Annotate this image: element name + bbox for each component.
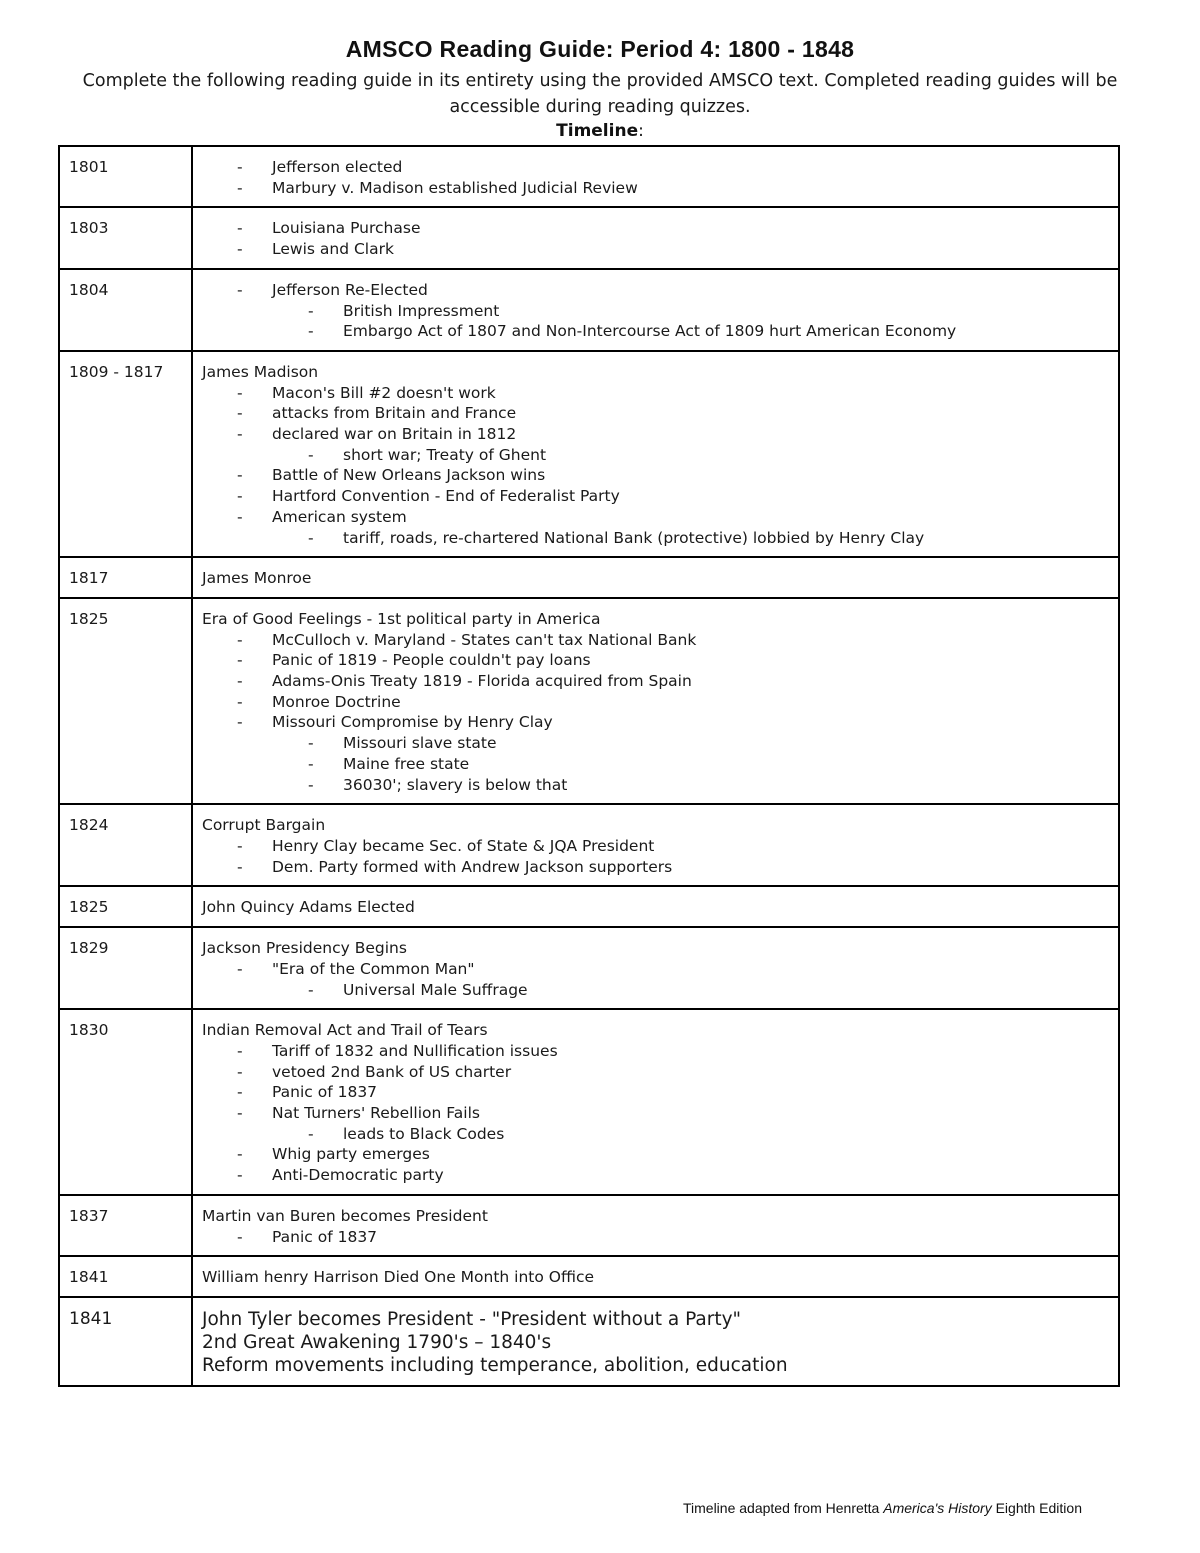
timeline-events-cell [192, 207, 1119, 268]
bullet-item [202, 959, 1110, 980]
bullet-text: 36030'; slavery is below that [343, 775, 568, 794]
timeline-year-cell: 1803 [59, 207, 192, 268]
event-heading: Era of Good Feelings - 1st political party in America [202, 609, 601, 628]
event-line: 2nd Great Awakening 1790's – 1840's [202, 1331, 552, 1353]
bullet-dash: - [308, 775, 314, 794]
timeline-year-cell: 1825 [59, 886, 192, 927]
timeline-events-cell [192, 1256, 1119, 1297]
bullet-text: Embargo Act of 1807 and Non-Intercourse Act of 1809 hurt American Economy [343, 322, 957, 341]
bullet-item [202, 424, 1110, 445]
timeline-row [59, 1009, 1119, 1195]
timeline-year-cell: 1841 [59, 1256, 192, 1297]
sub-bullet-item [202, 733, 1110, 754]
timeline-row [59, 804, 1119, 886]
bullet-text: American system [272, 507, 407, 526]
bullet-item [202, 630, 1110, 651]
bullet-item [202, 692, 1110, 713]
bullet-dash: - [237, 1227, 243, 1246]
bullet-dash: - [237, 1062, 243, 1081]
bullet-item [202, 1062, 1110, 1083]
timeline-year-cell: 1817 [59, 557, 192, 598]
event-line: Reform movements including temperance, abolition, education [202, 1354, 788, 1376]
timeline-year-cell: 1801 [59, 146, 192, 207]
bullet-text: Macon's Bill #2 doesn't work [272, 383, 496, 402]
event-heading: James Monroe [202, 569, 312, 588]
bullet-text: Anti-Democratic party [272, 1166, 444, 1185]
bullet-dash: - [308, 980, 314, 999]
bullet-item [202, 507, 1110, 528]
sub-bullet-item [202, 980, 1110, 1001]
bullet-text: Battle of New Orleans Jackson wins [272, 466, 546, 485]
bullet-dash: - [308, 301, 314, 320]
bullet-item [202, 712, 1110, 733]
bullet-text: Nat Turners' Rebellion Fails [272, 1104, 480, 1123]
event-heading: Jackson Presidency Begins [202, 939, 407, 958]
timeline-events-cell [192, 927, 1119, 1009]
bullet-item [202, 1041, 1110, 1062]
event-heading: James Madison [202, 362, 319, 381]
timeline-label: Timeline [556, 121, 639, 141]
bullet-dash: - [237, 651, 243, 670]
timeline-year-cell: 1830 [59, 1009, 192, 1195]
bullet-dash: - [237, 672, 243, 691]
bullet-item [202, 157, 1110, 178]
bullet-dash: - [237, 713, 243, 732]
bullet-text: attacks from Britain and France [272, 404, 517, 423]
bullet-text: Adams-Onis Treaty 1819 - Florida acquired from Spain [272, 672, 692, 691]
timeline-heading [0, 119, 1200, 143]
sub-bullet-item [202, 754, 1110, 775]
bullet-item [202, 1227, 1110, 1248]
timeline-row [59, 886, 1119, 927]
bullet-dash: - [237, 404, 243, 423]
timeline-events-cell [192, 886, 1119, 927]
bullet-dash: - [237, 178, 243, 197]
bullet-text: Dem. Party formed with Andrew Jackson supporters [272, 857, 673, 876]
sub-bullet-item [202, 301, 1110, 322]
bullet-text: British Impressment [343, 301, 500, 320]
event-heading: Indian Removal Act and Trail of Tears [202, 1021, 488, 1040]
bullet-item [202, 178, 1110, 199]
timeline-year-cell: 1829 [59, 927, 192, 1009]
bullet-dash: - [237, 857, 243, 876]
bullet-item [202, 486, 1110, 507]
bullet-item [202, 1165, 1110, 1186]
bullet-item [202, 836, 1110, 857]
timeline-events-cell [192, 146, 1119, 207]
bullet-text: Missouri Compromise by Henry Clay [272, 713, 553, 732]
bullet-text: Marbury v. Madison established Judicial Review [272, 178, 638, 197]
bullet-item [202, 465, 1110, 486]
timeline-events-cell [192, 1009, 1119, 1195]
bullet-text: Panic of 1819 - People couldn't pay loans [272, 651, 591, 670]
timeline-row [59, 557, 1119, 598]
timeline-row [59, 146, 1119, 207]
bullet-dash: - [308, 322, 314, 341]
timeline-events-cell [192, 804, 1119, 886]
citation-suffix: Eighth Edition [991, 1500, 1082, 1516]
source-citation [683, 1500, 1082, 1516]
bullet-dash: - [308, 445, 314, 464]
bullet-dash: - [237, 1083, 243, 1102]
bullet-text: Monroe Doctrine [272, 692, 401, 711]
bullet-text: "Era of the Common Man" [272, 959, 475, 978]
timeline-year-cell: 1809 - 1817 [59, 351, 192, 557]
bullet-dash: - [237, 959, 243, 978]
timeline-table [58, 145, 1120, 1387]
bullet-dash: - [237, 1145, 243, 1164]
bullet-item [202, 1144, 1110, 1165]
timeline-year-cell: 1837 [59, 1195, 192, 1256]
timeline-row [59, 1297, 1119, 1386]
bullet-item [202, 218, 1110, 239]
bullet-dash: - [237, 1166, 243, 1185]
bullet-item [202, 671, 1110, 692]
bullet-text: Jefferson elected [272, 158, 403, 176]
citation-prefix: Timeline adapted from Henretta [682, 1500, 884, 1516]
bullet-text: Louisiana Purchase [272, 219, 421, 238]
timeline-row [59, 207, 1119, 268]
bullet-text: McCulloch v. Maryland - States can't tax National Bank [272, 630, 697, 649]
sub-bullet-item [202, 775, 1110, 796]
timeline-row [59, 351, 1119, 557]
page-title: AMSCO Reading Guide: Period 4: 1800 - 1848 [345, 36, 855, 62]
instructions-paragraph: Complete the following reading guide in its entirety using the provided AMSCO text. Completed reading guides will be accessible during reading quizzes. [82, 71, 1118, 117]
bullet-dash: - [237, 425, 243, 444]
event-line: John Tyler becomes President - "President without a Party" [202, 1308, 742, 1330]
bullet-item [202, 650, 1110, 671]
bullet-text: Tariff of 1832 and Nullification issues [272, 1041, 558, 1060]
timeline-year-cell: 1804 [59, 269, 192, 351]
bullet-text: Whig party emerges [272, 1145, 430, 1164]
bullet-text: Panic of 1837 [272, 1083, 378, 1102]
timeline-year-cell: 1841 [59, 1297, 192, 1386]
bullet-dash: - [237, 507, 243, 526]
timeline-events-cell [192, 598, 1119, 804]
event-heading: Martin van Buren becomes President [202, 1206, 488, 1225]
citation-book-title: America's History [883, 1500, 992, 1516]
bullet-text: Hartford Convention - End of Federalist Party [272, 487, 620, 506]
timeline-events-cell [192, 557, 1119, 598]
sub-bullet-item [202, 445, 1110, 466]
timeline-row [59, 927, 1119, 1009]
timeline-row [59, 1195, 1119, 1256]
bullet-item [202, 1082, 1110, 1103]
bullet-dash: - [237, 158, 243, 176]
sub-bullet-item [202, 1124, 1110, 1145]
timeline-row [59, 598, 1119, 804]
timeline-events-cell [192, 269, 1119, 351]
bullet-dash: - [308, 754, 314, 773]
timeline-year-cell: 1825 [59, 598, 192, 804]
bullet-item [202, 403, 1110, 424]
bullet-dash: - [237, 692, 243, 711]
event-heading: Corrupt Bargain [202, 816, 326, 835]
bullet-text: Maine free state [343, 754, 470, 773]
bullet-dash: - [237, 487, 243, 506]
bullet-dash: - [237, 466, 243, 485]
timeline-row [59, 1256, 1119, 1297]
bullet-text: Lewis and Clark [272, 240, 394, 259]
bullet-dash: - [308, 1124, 314, 1143]
event-heading: William henry Harrison Died One Month into Office [202, 1268, 595, 1287]
bullet-text: leads to Black Codes [343, 1124, 505, 1143]
bullet-dash: - [237, 383, 243, 402]
timeline-events-cell [192, 1195, 1119, 1256]
timeline-colon: : [638, 121, 644, 141]
bullet-text: short war; Treaty of Ghent [343, 445, 547, 464]
bullet-dash: - [237, 219, 243, 238]
bullet-dash: - [237, 836, 243, 855]
bullet-item [202, 239, 1110, 260]
bullet-dash: - [237, 240, 243, 259]
event-heading: John Quincy Adams Elected [202, 898, 415, 917]
sub-bullet-item [202, 321, 1110, 342]
bullet-dash: - [308, 734, 314, 753]
bullet-dash: - [237, 280, 243, 299]
bullet-text: Henry Clay became Sec. of State & JQA President [272, 836, 655, 855]
timeline-body [59, 146, 1119, 1386]
bullet-item [202, 280, 1110, 301]
bullet-dash: - [237, 630, 243, 649]
bullet-text: Panic of 1837 [272, 1227, 378, 1246]
timeline-events-cell [192, 1297, 1119, 1386]
bullet-item [202, 383, 1110, 404]
bullet-text: Jefferson Re-Elected [272, 280, 428, 299]
bullet-item [202, 857, 1110, 878]
timeline-year-cell: 1824 [59, 804, 192, 886]
bullet-item [202, 1103, 1110, 1124]
bullet-dash: - [308, 528, 314, 547]
bullet-text: Missouri slave state [343, 734, 497, 753]
sub-bullet-item [202, 528, 1110, 549]
bullet-text: vetoed 2nd Bank of US charter [272, 1062, 512, 1081]
bullet-text: tariff, roads, re-chartered National Bank (protective) lobbied by Henry Clay [343, 528, 925, 547]
timeline-row [59, 269, 1119, 351]
bullet-dash: - [237, 1104, 243, 1123]
bullet-text: declared war on Britain in 1812 [272, 425, 517, 444]
bullet-text: Universal Male Suffrage [343, 980, 528, 999]
bullet-dash: - [237, 1041, 243, 1060]
timeline-events-cell [192, 351, 1119, 557]
